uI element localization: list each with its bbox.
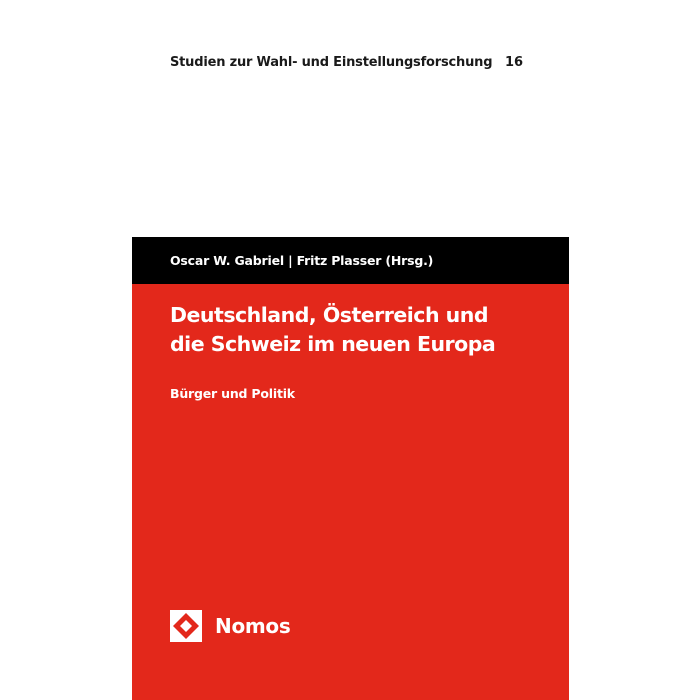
book-title-line-1: Deutschland, Österreich und	[170, 303, 489, 327]
publisher-mark	[170, 609, 290, 643]
book-title-line-2: die Schweiz im neuen Europa	[170, 332, 496, 356]
publisher-name: Nomos	[215, 614, 291, 638]
series-title: Studien zur Wahl- und Einstellungsforschung	[170, 55, 493, 70]
nomos-logo-icon	[170, 610, 202, 642]
cover-panel	[132, 237, 569, 700]
book-title	[170, 301, 550, 359]
author-bar	[132, 237, 569, 284]
series-number: 16	[505, 55, 524, 70]
authors: Oscar W. Gabriel | Fritz Plasser (Hrsg.)	[170, 253, 434, 268]
book-subtitle: Bürger und Politik	[170, 386, 295, 401]
